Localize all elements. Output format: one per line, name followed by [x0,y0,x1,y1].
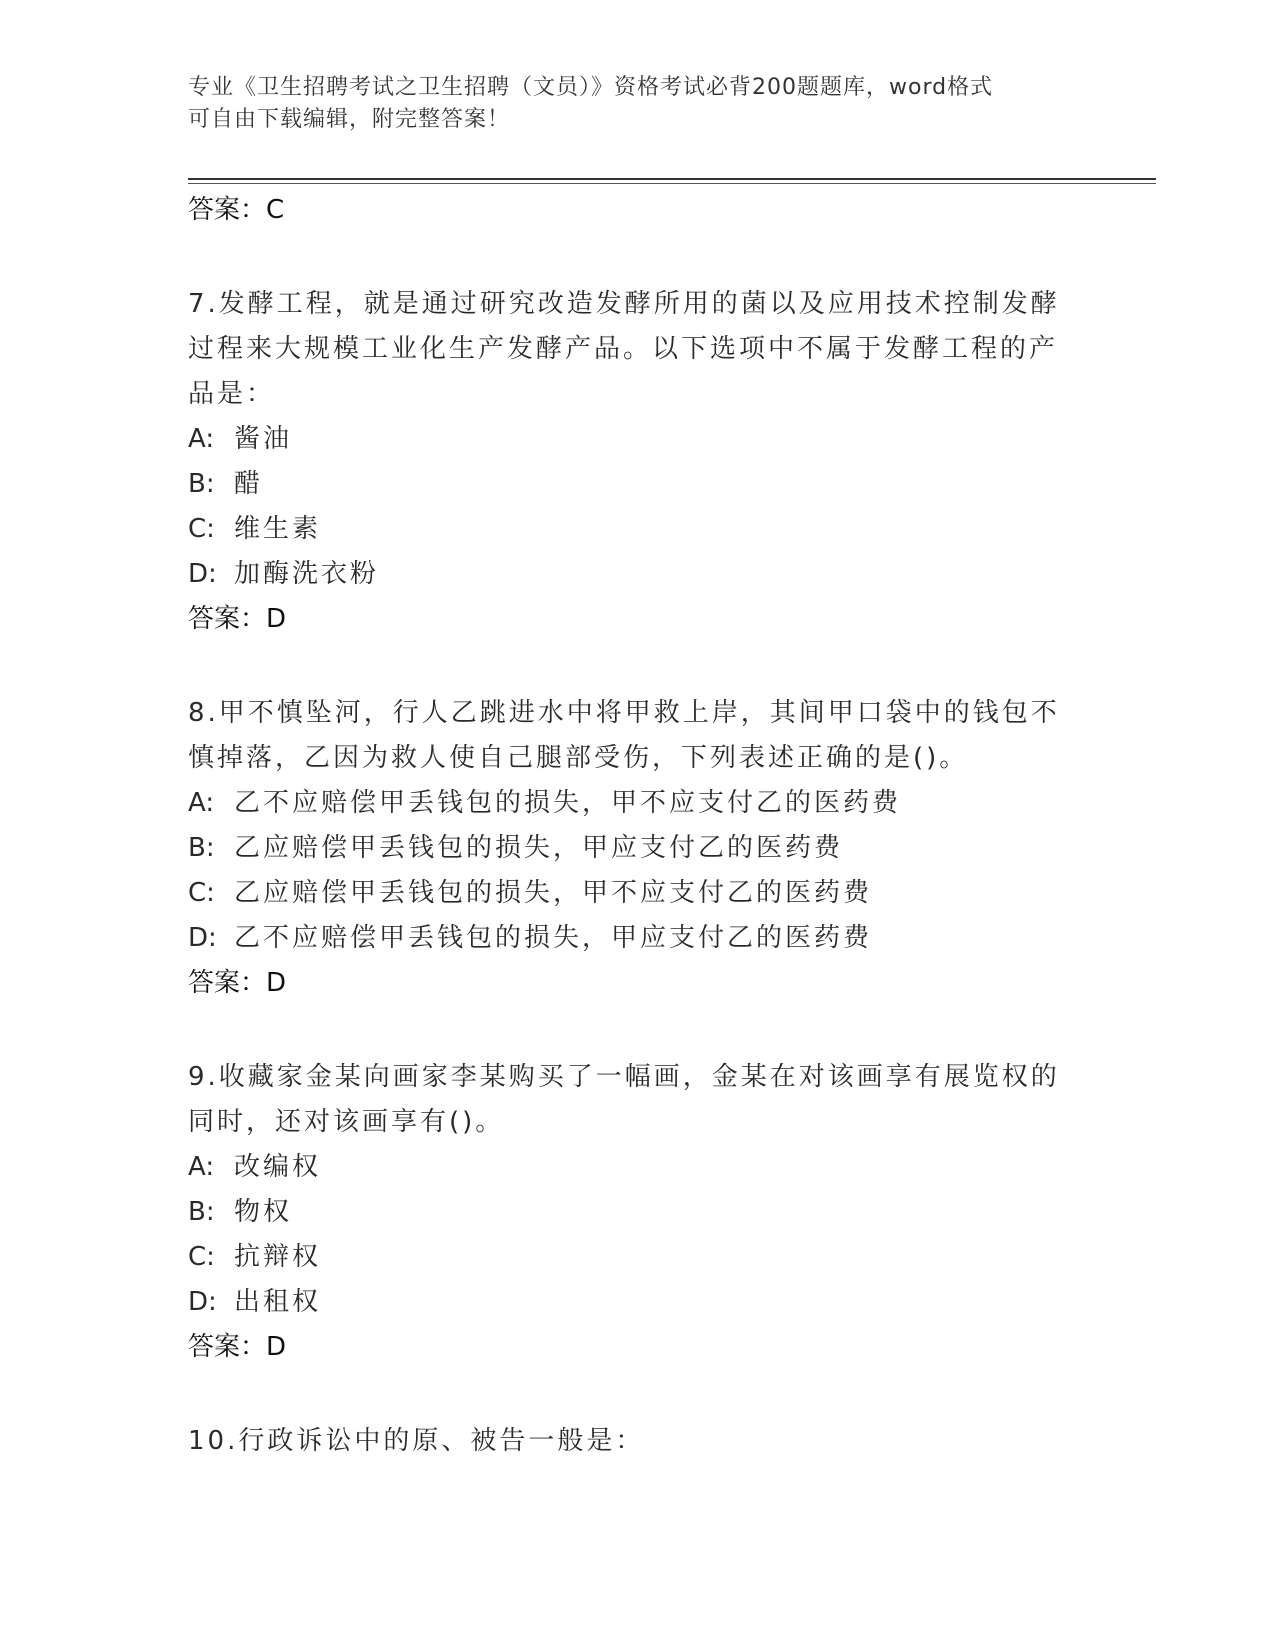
option-d [188,1280,1088,1325]
document-header [188,72,1088,136]
question-list [188,188,1088,1464]
question-text-line: 7.发酵工程，就是通过研究改造发酵所用的菌以及应用技术控制发酵 [188,289,1060,319]
option-text: 维生素 [234,514,322,544]
option-label: D: [188,1287,217,1317]
option-label: A: [188,788,215,818]
question-text-line: 8.甲不慎坠河，行人乙跳进水中将甲救上岸，其间甲口袋中的钱包不 [188,698,1060,728]
option-b [188,1190,1088,1235]
option-label: D: [188,559,217,589]
question-7 [188,282,1088,642]
option-text: 抗辩权 [234,1242,322,1272]
question-8 [188,691,1088,1006]
option-label: B: [188,469,215,499]
option-a [188,417,1088,462]
option-label: C: [188,878,215,908]
option-label: B: [188,1197,215,1227]
question-text-line: 品是： [188,379,276,409]
question-text-line: 慎掉落，乙因为救人使自己腿部受伤，下列表述正确的是()。 [188,743,969,773]
answer-line: 答案：C [188,195,285,225]
option-text: 出租权 [234,1287,322,1317]
answer-line: 答案：D [188,1332,287,1362]
question-9 [188,1055,1088,1370]
option-text: 加酶洗衣粉 [234,559,380,589]
option-c [188,1235,1088,1280]
option-text: 酱油 [234,424,293,454]
option-label: A: [188,1152,215,1182]
option-d [188,916,1088,961]
header-line-2: 可自由下载编辑，附完整答案！ [188,107,511,132]
question-text-line: 同时，还对该画享有()。 [188,1107,505,1137]
option-label: C: [188,514,215,544]
option-d [188,552,1088,597]
option-label: D: [188,923,217,953]
question-text-line: 10.行政诉讼中的原、被告一般是： [188,1426,645,1456]
header-divider-thin [188,183,1156,184]
option-label: A: [188,424,215,454]
option-label: C: [188,1242,215,1272]
answer-line: 答案：D [188,968,287,998]
option-text: 醋 [234,469,264,499]
option-text: 乙应赔偿甲丢钱包的损失，甲应支付乙的医药费 [234,833,844,863]
option-c [188,507,1088,552]
option-b [188,826,1088,871]
option-a [188,781,1088,826]
option-text: 物权 [234,1197,293,1227]
option-b [188,462,1088,507]
option-text: 乙不应赔偿甲丢钱包的损失，甲不应支付乙的医药费 [234,788,902,818]
option-text: 乙不应赔偿甲丢钱包的损失，甲应支付乙的医药费 [234,923,873,953]
question-text-line: 过程来大规模工业化生产发酵产品。以下选项中不属于发酵工程的产 [188,334,1059,364]
option-c [188,871,1088,916]
option-a [188,1145,1088,1190]
header-divider-thick [188,178,1156,180]
question-text-line: 9.收藏家金某向画家李某购买了一幅画，金某在对该画享有展览权的 [188,1062,1060,1092]
option-text: 乙应赔偿甲丢钱包的损失，甲不应支付乙的医药费 [234,878,873,908]
option-text: 改编权 [234,1152,322,1182]
header-line-1: 专业《卫生招聘考试之卫生招聘（文员）》资格考试必背200题题库，word格式 [188,75,994,100]
option-label: B: [188,833,215,863]
answer-line: 答案：D [188,604,287,634]
question-10 [188,1419,1088,1464]
